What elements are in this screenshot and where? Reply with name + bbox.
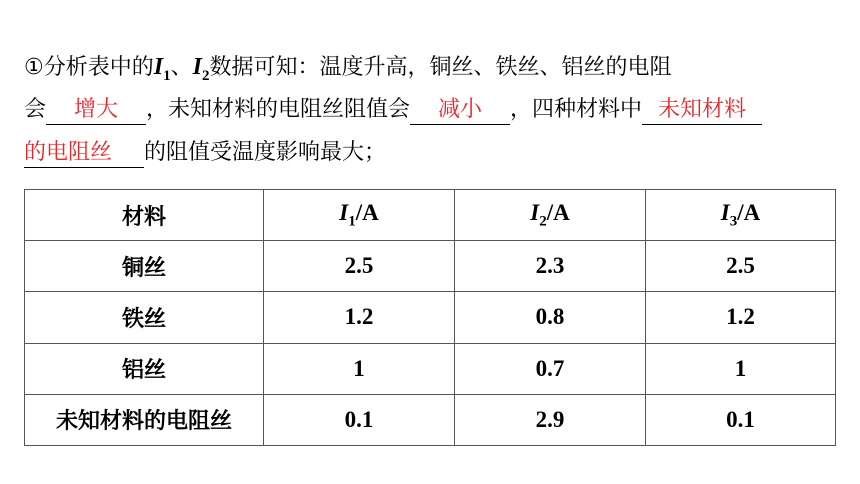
- line2-prefix: 会: [24, 97, 47, 122]
- table-header-row: [25, 190, 836, 241]
- answer-blank-1: 增大: [46, 96, 146, 125]
- separator: 、: [170, 55, 193, 80]
- table-row: [25, 241, 836, 292]
- answer-blank-3a: 未知材料: [642, 96, 762, 125]
- material-cell: 铁丝: [25, 292, 264, 343]
- material-cell: 未知材料的电阻丝: [25, 394, 264, 445]
- line1-prefix: ①分析表中的: [24, 55, 154, 80]
- i3-cell: 0.1: [646, 394, 836, 445]
- i2-cell: 0.8: [455, 292, 646, 343]
- current-i1-symbol: $I_1$: [153, 54, 171, 84]
- line2-suffix: ，四种材料中: [510, 97, 643, 122]
- i1-cell: 2.5: [264, 241, 455, 292]
- header-i1: $I_1/A$: [264, 190, 455, 241]
- i3-cell: 1: [646, 343, 836, 394]
- material-cell: 铝丝: [25, 343, 264, 394]
- i1-cell: 0.1: [264, 394, 455, 445]
- i3-cell: 2.5: [646, 241, 836, 292]
- line1-suffix: 数据可知：温度升高，铜丝、铁丝、铝丝的电阻: [209, 55, 672, 80]
- material-cell: 铜丝: [25, 241, 264, 292]
- i2-cell: 2.9: [455, 394, 646, 445]
- i1-cell: 1: [264, 343, 455, 394]
- current-i2-symbol: $I_2$: [192, 54, 210, 84]
- table-row: [25, 292, 836, 343]
- current-data-table: [24, 189, 836, 446]
- i1-cell: 1.2: [264, 292, 455, 343]
- answer-blank-3b: 的电阻丝: [24, 139, 144, 168]
- line3-suffix: 的阻值受温度影响最大；: [144, 140, 387, 165]
- line2-mid: ，未知材料的电阻丝阻值会: [146, 97, 411, 122]
- i2-cell: 0.7: [455, 343, 646, 394]
- question-line-2: [24, 91, 844, 129]
- header-material: 材料: [25, 190, 264, 241]
- answer-blank-2: 减小: [410, 96, 510, 125]
- i3-cell: 1.2: [646, 292, 836, 343]
- question-line-1: [24, 48, 844, 95]
- header-i2: $I_2/A$: [455, 190, 646, 241]
- header-i3: $I_3/A$: [646, 190, 836, 241]
- i2-cell: 2.3: [455, 241, 646, 292]
- question-line-3: [24, 134, 844, 172]
- table-row: [25, 394, 836, 445]
- table-row: [25, 343, 836, 394]
